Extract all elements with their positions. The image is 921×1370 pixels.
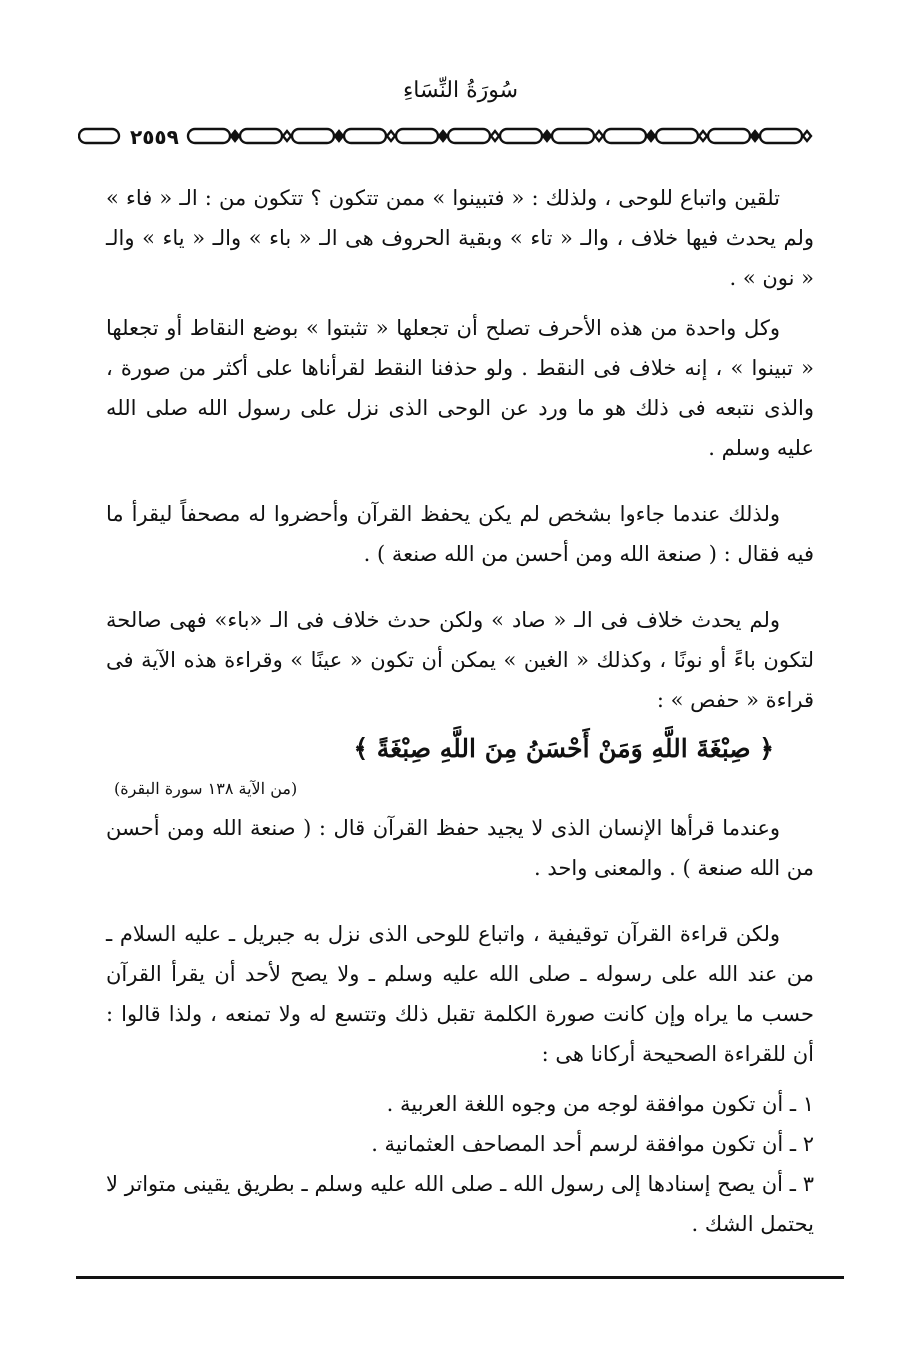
body-text [106, 178, 814, 1244]
ornament-oval [760, 129, 802, 143]
ornament-diamond [699, 131, 707, 141]
list-item: ١ ـ أن تكون موافقة لوجه من وجوه اللغة العربية . [386, 1092, 814, 1116]
paragraph-2: وكل واحدة من هذه الأحرف تصلح أن تجعلها « تثبتوا » بوضع النقاط أو تجعلها « تبينوا » ، إنه خلاف فى النقط . ولو حذفنا النقط لقرأناها على أكثر من صورة ، والذى نتبعه فى ذلك هو ما ورد عن الوحى الذى نزل على رسول الله صلى الله عليه وسلم . [106, 316, 814, 460]
ornament-diamond [647, 131, 655, 141]
list-item: ٣ ـ أن يصح إسنادها إلى رسول الله ـ صلى الله عليه وسلم ـ بطريق يقينى متواتر لا يحتمل الشك . [106, 1172, 814, 1236]
bottom-rule [76, 1276, 844, 1279]
ornament-oval [656, 129, 698, 143]
ornament-oval [240, 129, 282, 143]
paragraph-6: ولكن قراءة القرآن توقيفية ، واتباع للوحى الذى نزل به جبريل ـ عليه السلام ـ من عند الله على رسوله ـ صلى الله عليه وسلم ـ ولا يصح لأحد أن يقرأ القرآن حسب ما يراه وإن كانت صورة الكلمة تقبل ذلك وتتسع له ولا تمنعه ، ولذا قالوا : أن للقراءة الصحيحة أركانا هى : [106, 922, 814, 1066]
paragraph-1: تلقين واتباع للوحى ، ولذلك : « فتبينوا » ممن تتكون ؟ تتكون من : الـ « فاء » ولم يحدث فيها خلاف ، والـ « تاء » وبقية الحروف هى الـ « باء » والـ « ياء » والـ « نون » . [106, 186, 814, 290]
ornament-oval [188, 129, 230, 143]
ornament-diamond [335, 131, 343, 141]
page-number: ٢٥٥٩ [130, 125, 179, 149]
ornament-diamond [491, 131, 499, 141]
ornament-oval [708, 129, 750, 143]
ornament-diamond [595, 131, 603, 141]
ornament-oval [344, 129, 386, 143]
paragraph-4: ولم يحدث خلاف فى الـ « صاد » ولكن حدث خلاف فى الـ «باء» فهى صالحة لتكون باءً أو نونًا ، وكذلك « الغين » يمكن أن تكون « عينًا » وقراءة هذه الآية فى قراءة « حفص » : [106, 608, 814, 712]
ornament-border [78, 118, 850, 154]
conditions-list [106, 1084, 814, 1244]
ornament-oval [292, 129, 334, 143]
verse-reference: (من الآية ١٣٨ سورة البقرة) [114, 779, 298, 798]
ornament-oval [500, 129, 542, 143]
ornament-diamond [751, 131, 759, 141]
ornament-oval [552, 129, 594, 143]
list-item: ٢ ـ أن تكون موافقة لرسم أحد المصاحف العثمانية . [371, 1132, 814, 1156]
ornament-oval [396, 129, 438, 143]
ornament-diamond [803, 131, 811, 141]
ornament-oval [604, 129, 646, 143]
ornament-diamond [543, 131, 551, 141]
ornament-diamond [387, 131, 395, 141]
ornament-diamond [439, 131, 447, 141]
quran-verse: ﴿ صِبْغَةَ اللَّهِ وَمَنْ أَحْسَنُ مِنَ اللَّهِ صِبْغَةً ﴾ [353, 734, 774, 763]
sura-title: سُورَةُ النِّسَاءِ [402, 78, 519, 103]
ornament-oval [448, 129, 490, 143]
paragraph-5: وعندما قرأها الإنسان الذى لا يجيد حفظ القرآن قال : ( صنعة الله ومن أحسن من الله صنعة ) . والمعنى واحد . [106, 816, 814, 880]
ornament-diamond [231, 131, 239, 141]
paragraph-3: ولذلك عندما جاءوا بشخص لم يكن يحفظ القرآن وأحضروا له مصحفاً ليقرأ ما فيه فقال : ( صنعة الله ومن أحسن من الله صنعة ) . [106, 502, 814, 566]
ornament-diamond [283, 131, 291, 141]
ornament-oval [79, 129, 119, 143]
